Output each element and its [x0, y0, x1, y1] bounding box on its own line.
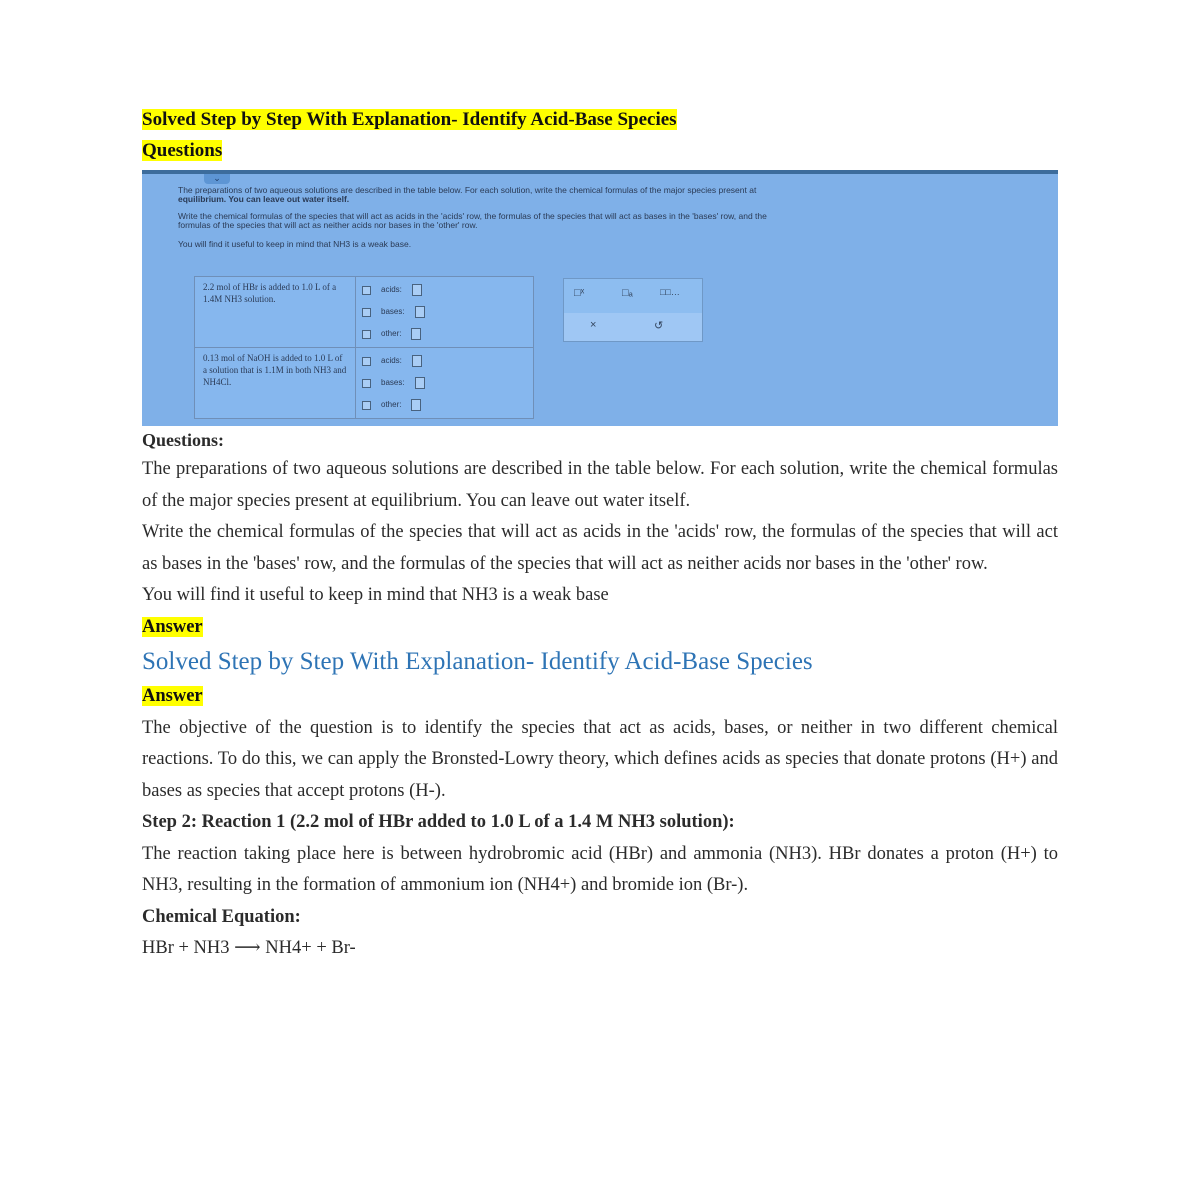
superscript-icon[interactable]: □ˣ — [574, 287, 585, 299]
answer-label-2: Answer — [142, 686, 203, 706]
acids-row — [362, 279, 527, 301]
doc-title: Solved Step by Step With Explanation- Identify Acid-Base Species — [142, 109, 677, 130]
question-paragraph-1: The preparations of two aqueous solutions are described in the table below. For each solution, write the chemical formulas of the major species present at equilibrium. You can leave out water itself. — [142, 459, 1058, 511]
acids-label: acids: — [381, 356, 402, 365]
question-paragraph-2: Write the chemical formulas of the species that will act as acids in the 'acids' row, the formulas of the species that will act as bases in the 'bases' row, and the formulas of the species that will act as neither acids nor bases in the 'other' row. — [142, 522, 1058, 574]
solution-1-description: 2.2 mol of HBr is added to 1.0 L of a 1.4M NH3 solution. — [195, 277, 356, 348]
document-page — [142, 108, 1058, 965]
bases-row — [362, 372, 527, 394]
shot-line-3: You will find it useful to keep in mind that NH3 is a weak base. — [178, 239, 412, 249]
answer-heading: Solved Step by Step With Explanation- Identify Acid-Base Species — [142, 648, 813, 675]
other-input[interactable] — [411, 328, 421, 340]
acids-label: acids: — [381, 285, 402, 294]
subscript-icon[interactable]: □ₐ — [622, 287, 633, 299]
other-label: other: — [381, 400, 402, 409]
formula-toolbox — [563, 278, 703, 342]
solution-2-description: 0.13 mol of NaOH is added to 1.0 L of a solution that is 1.1M in both NH3 and NH4Cl. — [195, 348, 356, 419]
bases-input[interactable] — [415, 377, 425, 389]
chemical-equation: HBr + NH3 ⟶ NH4+ + Br- — [142, 938, 356, 958]
answer-paragraph-2: The reaction taking place here is between hydrobromic acid (HBr) and ammonia (NH3). HBr donates a proton (H+) to NH3, resulting in the formation of ammonium ion (NH4+) and bromide ion (Br-). — [142, 843, 1058, 895]
acids-input[interactable] — [412, 284, 422, 296]
ellipsis-icon[interactable]: □□… — [660, 287, 680, 297]
acids-input[interactable] — [412, 355, 422, 367]
acids-checkbox[interactable] — [362, 286, 371, 295]
other-row — [362, 394, 527, 416]
other-label: other: — [381, 329, 402, 338]
answer-label: Answer — [142, 616, 203, 637]
shot-line-2b: formulas of the species that will act as neither acids nor bases in the 'other' row. — [178, 220, 478, 230]
acids-checkbox[interactable] — [362, 357, 371, 366]
close-icon[interactable]: × — [590, 319, 597, 331]
questions-heading: Questions: — [142, 430, 225, 450]
other-checkbox[interactable] — [362, 330, 371, 339]
bases-input[interactable] — [415, 306, 425, 318]
shot-line-1a: The preparations of two aqueous solutions are described in the table below. For each solution, write the chemical formulas of the major species present at — [178, 185, 757, 195]
questions-label-line — [142, 139, 1058, 163]
question-screenshot — [142, 170, 1058, 426]
question-paragraph-3: You will find it useful to keep in mind that NH3 is a weak base — [142, 585, 609, 605]
solutions-table — [194, 276, 534, 419]
answer-paragraph-1: The objective of the question is to identify the species that act as acids, bases, or neither in two different chemical reactions. To do this, we can apply the Bronsted-Lowry theory, which defines acids as species that donate protons (H+) and bases as species that accept protons (H-). — [142, 717, 1058, 801]
shot-line-2a: Write the chemical formulas of the species that will act as acids in the 'acids' row, the formulas of the species that will act as bases in the 'bases' row, and the — [178, 211, 767, 221]
other-input[interactable] — [411, 399, 421, 411]
shot-line-1b: equilibrium. You can leave out water itself. — [178, 194, 350, 204]
document-body — [142, 426, 1058, 965]
solution-2-rows — [356, 348, 534, 419]
solution-1-rows — [356, 277, 534, 348]
bases-row — [362, 301, 527, 323]
undo-icon[interactable]: ↺ — [654, 320, 664, 332]
bases-label: bases: — [381, 378, 405, 387]
toolbox-action-bar — [564, 313, 702, 341]
chevron-down-icon: ⌄ — [204, 172, 230, 184]
questions-label: Questions — [142, 140, 223, 161]
bases-checkbox[interactable] — [362, 379, 371, 388]
bases-checkbox[interactable] — [362, 308, 371, 317]
other-row — [362, 323, 527, 345]
acids-row — [362, 350, 527, 372]
doc-title-line — [142, 108, 1058, 132]
other-checkbox[interactable] — [362, 401, 371, 410]
step-2-heading: Step 2: Reaction 1 (2.2 mol of HBr added to 1.0 L of a 1.4 M NH3 solution): — [142, 812, 735, 832]
bases-label: bases: — [381, 307, 405, 316]
chemical-equation-heading: Chemical Equation: — [142, 906, 301, 927]
